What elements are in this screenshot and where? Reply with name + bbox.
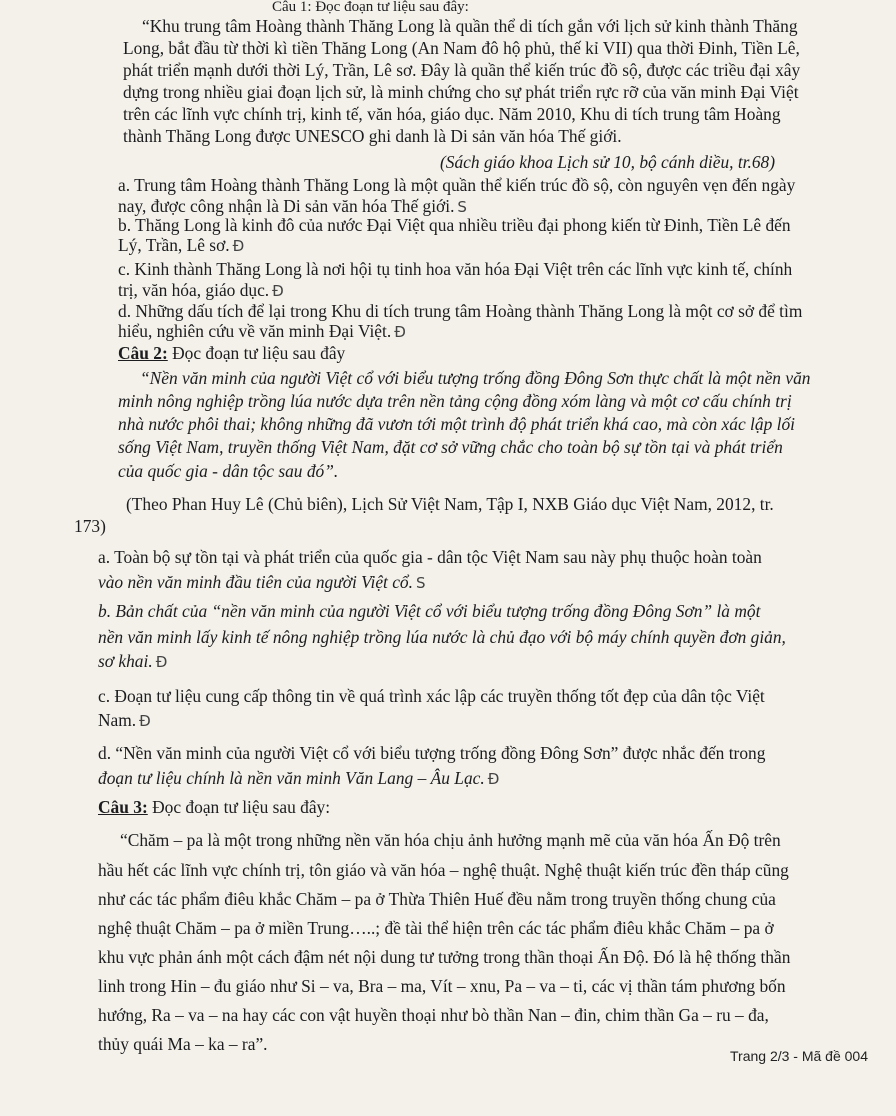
answer-mark: Ð	[155, 653, 168, 671]
answer-mark: Ð	[272, 282, 284, 300]
q1-option-d-cont: hiểu, nghiên cứu về văn minh Đại Việt. Đ	[118, 321, 406, 341]
page-footer: Trang 2/3 - Mã đề 004	[730, 1048, 869, 1064]
q1-passage-line: dựng trong nhiều giai đoạn lịch sử, là minh chứng cho sự phát triển rực rỡ của văn minh Đại Việt	[123, 82, 799, 102]
q2-option-b-cont: nền văn minh lấy kinh tế nông nghiệp trồng lúa nước là chủ đạo với bộ máy chính quyền đơn giản,	[98, 627, 786, 647]
q1-passage-line: “Khu trung tâm Hoàng thành Thăng Long là quần thể di tích gắn với lịch sử kinh thành Thăng	[142, 16, 798, 36]
q3-passage-line: “Chăm – pa là một trong những nền văn hóa chịu ảnh hưởng mạnh mẽ của văn hóa Ấn Độ trên	[120, 830, 781, 850]
q3-passage-line: hầu hết các lĩnh vực chính trị, tôn giáo và văn hóa – nghệ thuật. Nghệ thuật kiến trúc đền tháp cũng	[98, 860, 789, 880]
q2-source: (Theo Phan Huy Lê (Chủ biên), Lịch Sử Việt Nam, Tập I, NXB Giáo dục Việt Nam, 2012, tr.	[126, 494, 774, 514]
answer-mark: Ð	[487, 770, 500, 788]
q3-passage-line: thủy quái Ma – ka – ra”.	[98, 1034, 268, 1054]
q2-option-c-cont: Nam. Ð	[98, 710, 151, 730]
q1-option-a: a. Trung tâm Hoàng thành Thăng Long là một quần thể kiến trúc đồ sộ, còn nguyên vẹn đến ngày	[118, 175, 796, 195]
q1-option-d: d. Những dấu tích để lại trong Khu di tích trung tâm Hoàng thành Thăng Long là một cơ sở để tìm	[118, 301, 803, 321]
q2-passage-line: sống Việt Nam, truyền thống Việt Nam, đặt cơ sở vững chắc cho toàn bộ sự tồn tại và phát triển	[118, 437, 783, 457]
answer-mark: S	[457, 198, 467, 216]
answer-mark: Đ	[232, 237, 245, 255]
q2-source-cont: 173)	[74, 516, 106, 536]
q1-option-b: b. Thăng Long là kinh đô của nước Đại Việt qua nhiều triều đại phong kiến từ Đinh, Tiền Lê đến	[118, 215, 791, 235]
q1-option-c-cont: trị, văn hóa, giáo dục. Ð	[118, 280, 284, 300]
q1-passage-line: thành Thăng Long được UNESCO ghi danh là Di sản văn hóa Thế giới.	[123, 126, 622, 146]
answer-mark: Đ	[394, 323, 406, 341]
q1-option-b-cont: Lý, Trần, Lê sơ. Đ	[118, 235, 245, 255]
q2-option-b-cont: sơ khai. Ð	[98, 651, 168, 671]
q2-header: Câu 2: Đọc đoạn tư liệu sau đây	[118, 343, 346, 363]
q2-passage-line: của quốc gia - dân tộc sau đó”.	[118, 461, 339, 481]
q3-passage-line: nghệ thuật Chăm – pa ở miền Trung…..; đề tài thể hiện trên các tác phẩm điêu khắc Chăm – pa ở	[98, 918, 774, 938]
q2-passage-line: nhà nước phôi thai; không những đã vươn tới một trình độ phát triển khá cao, mà còn xác lập lối	[118, 414, 795, 434]
q2-option-a-cont: vào nền văn minh đầu tiên của người Việt cổ. S	[98, 572, 426, 592]
q2-passage-line: minh nông nghiệp trồng lúa nước dựa trên nền tảng cộng đồng xóm làng và một cơ cấu chính trị	[118, 391, 792, 411]
q2-passage-line: “Nền văn minh của người Việt cổ với biểu tượng trống đồng Đông Sơn thực chất là một nền văn	[140, 368, 811, 388]
q3-passage-line: khu vực phản ánh một cách đậm nét nội dung tư tưởng trong thần thoại Ấn Độ. Đó là hệ thống thần	[98, 947, 791, 967]
q1-option-a-cont: nay, được công nhận là Di sản văn hóa Thế giới. S	[118, 196, 467, 216]
q3-passage-line: như các tác phẩm điêu khắc Chăm – pa ở Thừa Thiên Huế đều nằm trong truyền thống chung của	[98, 889, 776, 909]
q3-passage-line: linh trong Hin – đu giáo như Si – va, Bra – ma, Vít – xnu, Pa – va – ti, các vị thần tám phương bốn	[98, 976, 786, 996]
answer-mark: S	[415, 574, 426, 592]
answer-mark: Ð	[139, 712, 151, 730]
q1-passage-line: trên các lĩnh vực chính trị, kinh tế, văn hóa, giáo dục. Năm 2010, Khu di tích trung tâm Hoàng	[123, 104, 781, 124]
q1-passage-line: phát triển mạnh dưới thời Lý, Trần, Lê sơ. Đây là quần thể kiến trúc đồ sộ, được các triều đại xây	[123, 60, 801, 80]
q2-option-c: c. Đoạn tư liệu cung cấp thông tin về quá trình xác lập các truyền thống tốt đẹp của dân tộc Việt	[98, 686, 765, 706]
q1-option-c: c. Kinh thành Thăng Long là nơi hội tụ tinh hoa văn hóa Đại Việt trên các lĩnh vực kinh tế, chính	[118, 259, 793, 279]
q2-option-d-cont: đoạn tư liệu chính là nền văn minh Văn Lang – Âu Lạc. Ð	[98, 768, 500, 788]
q3-header: Câu 3: Đọc đoạn tư liệu sau đây:	[98, 797, 331, 817]
q1-header: Câu 1: Đọc đoạn tư liệu sau đây:	[272, 0, 469, 15]
q2-option-b: b. Bản chất của “nền văn minh của người Việt cổ với biểu tượng trống đồng Đông Sơn” là một	[98, 601, 761, 621]
q2-option-a: a. Toàn bộ sự tồn tại và phát triển của quốc gia - dân tộc Việt Nam sau này phụ thuộc hoàn toàn	[98, 547, 762, 567]
q2-option-d: d. “Nền văn minh của người Việt cổ với biểu tượng trống đồng Đông Sơn” được nhắc đến trong	[98, 743, 766, 763]
q3-passage-line: hướng, Ra – va – na hay các con vật huyền thoại như bò thần Nan – đin, chim thần Ga – ru – đa,	[98, 1005, 769, 1025]
q1-source: (Sách giáo khoa Lịch sử 10, bộ cánh diều, tr.68)	[440, 152, 776, 172]
q1-passage-line: Long, bắt đầu từ thời kì tiền Thăng Long (An Nam đô hộ phủ, thế kỉ VII) qua thời Đinh, Tiền Lê,	[123, 38, 800, 58]
